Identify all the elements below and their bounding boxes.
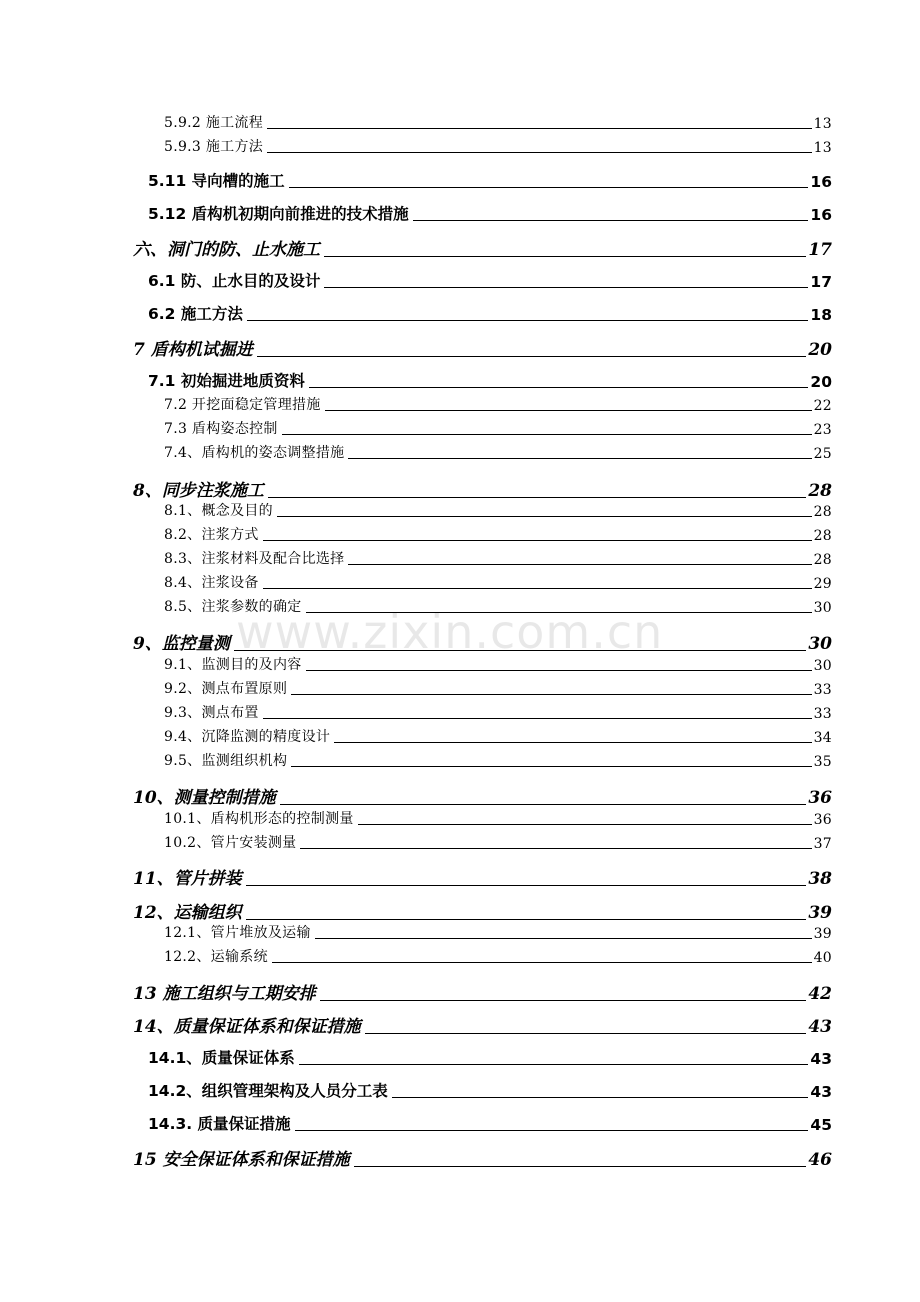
toc-entry-page: 36	[808, 788, 832, 808]
toc-entry-title: 7.3 盾构姿态控制	[164, 421, 278, 437]
toc-entry-title: 9、监控量测	[133, 634, 230, 654]
toc-entry[interactable]	[164, 702, 832, 722]
leader-line	[291, 694, 811, 695]
leader-line	[257, 356, 807, 357]
toc-entry-title: 10.2、管片安装测量	[164, 835, 297, 851]
toc-entry[interactable]	[164, 572, 832, 592]
toc-entry-page: 30	[813, 600, 832, 616]
leader-line	[325, 410, 812, 411]
leader-line	[234, 650, 806, 651]
toc-entry-title: 13 施工组织与工期安排	[133, 984, 316, 1004]
toc-entry-title: 10.1、盾构机形态的控制测量	[164, 811, 354, 827]
toc-entry[interactable]	[133, 1145, 832, 1170]
toc-entry-title: 8、同步注浆施工	[133, 481, 264, 501]
toc-entry[interactable]	[164, 750, 832, 770]
toc-entry-title: 12.2、运输系统	[164, 949, 268, 965]
toc-entry-page: 36	[813, 812, 832, 828]
leader-line	[365, 1033, 807, 1034]
toc-entry[interactable]	[164, 808, 832, 828]
leader-line	[354, 1166, 807, 1167]
leader-line	[324, 287, 808, 288]
toc-entry-title: 5.12 盾构机初期向前推进的技术措施	[148, 205, 409, 223]
toc-entry[interactable]	[164, 726, 832, 746]
watermark: www.zixin.com.cn	[236, 605, 664, 659]
toc-entry-title: 14.2、组织管理架构及人员分工表	[148, 1082, 388, 1100]
toc-entry[interactable]	[164, 548, 832, 568]
toc-entry-title: 8.4、注浆设备	[164, 575, 259, 591]
toc-entry-page: 45	[810, 1116, 832, 1134]
toc-entry-title: 10、测量控制措施	[133, 788, 276, 808]
toc-entry-page: 30	[813, 658, 832, 674]
toc-entry-page: 22	[813, 398, 832, 414]
toc-entry-page: 39	[813, 926, 832, 942]
leader-line	[348, 564, 811, 565]
toc-entry-page: 23	[813, 422, 832, 438]
leader-line	[358, 824, 812, 825]
toc-entry-title: 8.2、注浆方式	[164, 527, 259, 543]
toc-entry[interactable]	[164, 136, 832, 156]
toc-entry-page: 33	[813, 706, 832, 722]
toc-entry-title: 12、运输组织	[133, 903, 242, 923]
toc-entry[interactable]	[164, 678, 832, 698]
leader-line	[289, 187, 809, 188]
toc-entry-page: 35	[813, 754, 832, 770]
toc-entry[interactable]	[148, 302, 832, 324]
toc-entry-page: 43	[808, 1017, 832, 1037]
toc-entry[interactable]	[133, 476, 832, 501]
toc-entry[interactable]	[148, 1079, 832, 1101]
toc-entry-title: 9.2、测点布置原则	[164, 681, 288, 697]
toc-entry-title: 14.1、质量保证体系	[148, 1049, 295, 1067]
toc-entry-title: 9.4、沉降监测的精度设计	[164, 729, 331, 745]
toc-entry-title: 14.3. 质量保证措施	[148, 1115, 291, 1133]
toc-entry-title: 12.1、管片堆放及运输	[164, 925, 311, 941]
toc-entry-title: 8.3、注浆材料及配合比选择	[164, 551, 345, 567]
leader-line	[263, 540, 812, 541]
leader-line	[324, 256, 806, 257]
leader-line	[306, 670, 812, 671]
toc-entry[interactable]	[148, 169, 832, 191]
toc-entry[interactable]	[164, 596, 832, 616]
leader-line	[268, 497, 806, 498]
toc-entry-page: 25	[813, 446, 832, 462]
toc-entry-title: 8.5、注浆参数的确定	[164, 599, 302, 615]
leader-line	[246, 919, 807, 920]
leader-line	[300, 848, 811, 849]
leader-line	[267, 128, 812, 129]
toc-entry-page: 13	[813, 116, 832, 132]
toc-entry-title: 6.2 施工方法	[148, 305, 243, 323]
toc-entry-page: 16	[810, 173, 832, 191]
toc-entry-title: 9.3、测点布置	[164, 705, 259, 721]
toc-entry-title: 7 盾构机试掘进	[133, 340, 253, 360]
toc-entry-title: 7.4、盾构机的姿态调整措施	[164, 445, 345, 461]
toc-entry-page: 29	[813, 576, 832, 592]
leader-line	[291, 766, 811, 767]
toc-entry-title: 六、洞门的防、止水施工	[133, 240, 320, 260]
toc-entry[interactable]	[164, 418, 832, 438]
toc-entry[interactable]	[164, 500, 832, 520]
toc-entry[interactable]	[164, 394, 832, 414]
toc-entry-page: 46	[808, 1150, 832, 1170]
toc-entry-page: 42	[808, 984, 832, 1004]
toc-entry[interactable]	[164, 946, 832, 966]
toc-entry-page: 18	[810, 306, 832, 324]
leader-line	[282, 434, 812, 435]
toc-entry-title: 5.9.3 施工方法	[164, 139, 264, 155]
toc-entry-page: 20	[810, 373, 832, 391]
toc-entry-page: 28	[808, 481, 832, 501]
toc-entry-page: 34	[813, 730, 832, 746]
toc-entry-page: 39	[808, 903, 832, 923]
toc-entry[interactable]	[148, 1046, 832, 1068]
leader-line	[320, 1000, 807, 1001]
toc-entry[interactable]	[133, 864, 832, 889]
toc-entry-page: 40	[813, 950, 832, 966]
toc-entry[interactable]	[133, 898, 832, 923]
toc-entry-page: 43	[810, 1050, 832, 1068]
toc-entry[interactable]	[148, 202, 832, 224]
toc-entry-title: 9.5、监测组织机构	[164, 753, 288, 769]
toc-entry[interactable]	[148, 369, 832, 391]
toc-entry[interactable]	[148, 1112, 832, 1134]
toc-entry-title: 7.2 开挖面稳定管理措施	[164, 397, 321, 413]
toc-entry-title: 5.11 导向槽的施工	[148, 172, 285, 190]
toc-entry[interactable]	[164, 654, 832, 674]
toc-entry-title: 15 安全保证体系和保证措施	[133, 1150, 350, 1170]
toc-entry-page: 20	[808, 340, 832, 360]
leader-line	[306, 612, 812, 613]
leader-line	[280, 804, 807, 805]
toc-entry-title: 9.1、监测目的及内容	[164, 657, 302, 673]
toc-entry[interactable]	[164, 922, 832, 942]
toc-entry-page: 28	[813, 528, 832, 544]
toc-entry-page: 17	[808, 240, 832, 260]
leader-line	[413, 220, 809, 221]
toc-entry[interactable]	[148, 269, 832, 291]
leader-line	[277, 516, 812, 517]
toc-entry-page: 28	[813, 504, 832, 520]
toc-entry-page: 17	[810, 273, 832, 291]
toc-entry[interactable]	[164, 524, 832, 544]
toc-entry-title: 14、质量保证体系和保证措施	[133, 1017, 361, 1037]
toc-entry-page: 33	[813, 682, 832, 698]
toc-entry-page: 13	[813, 140, 832, 156]
toc-entry[interactable]	[133, 979, 832, 1004]
toc-entry-title: 6.1 防、止水目的及设计	[148, 272, 321, 290]
toc-entry-page: 28	[813, 552, 832, 568]
toc-entry-title: 7.1 初始掘进地质资料	[148, 372, 305, 390]
toc-entry[interactable]	[164, 442, 832, 462]
toc-entry[interactable]	[133, 629, 832, 654]
leader-line	[263, 588, 812, 589]
leader-line	[247, 320, 809, 321]
toc-entry-title: 11、管片拼装	[133, 869, 242, 889]
toc-entry[interactable]	[164, 112, 832, 132]
leader-line	[334, 742, 811, 743]
toc-entry-page: 30	[808, 634, 832, 654]
toc-entry[interactable]	[133, 235, 832, 260]
toc-entry[interactable]	[164, 832, 832, 852]
toc-entry-title: 8.1、概念及目的	[164, 503, 273, 519]
leader-line	[267, 152, 812, 153]
toc-entry[interactable]	[133, 1012, 832, 1037]
leader-line	[246, 885, 807, 886]
leader-line	[315, 938, 812, 939]
toc-entry-page: 43	[810, 1083, 832, 1101]
leader-line	[299, 1064, 809, 1065]
toc-entry[interactable]	[133, 335, 832, 360]
toc-entry-page: 16	[810, 206, 832, 224]
leader-line	[295, 1130, 809, 1131]
leader-line	[392, 1097, 809, 1098]
toc-entry-title: 5.9.2 施工流程	[164, 115, 264, 131]
toc-entry-page: 37	[813, 836, 832, 852]
leader-line	[263, 718, 812, 719]
leader-line	[348, 458, 811, 459]
toc-entry[interactable]	[133, 783, 832, 808]
leader-line	[272, 962, 812, 963]
toc-entry-page: 38	[808, 869, 832, 889]
leader-line	[309, 387, 809, 388]
